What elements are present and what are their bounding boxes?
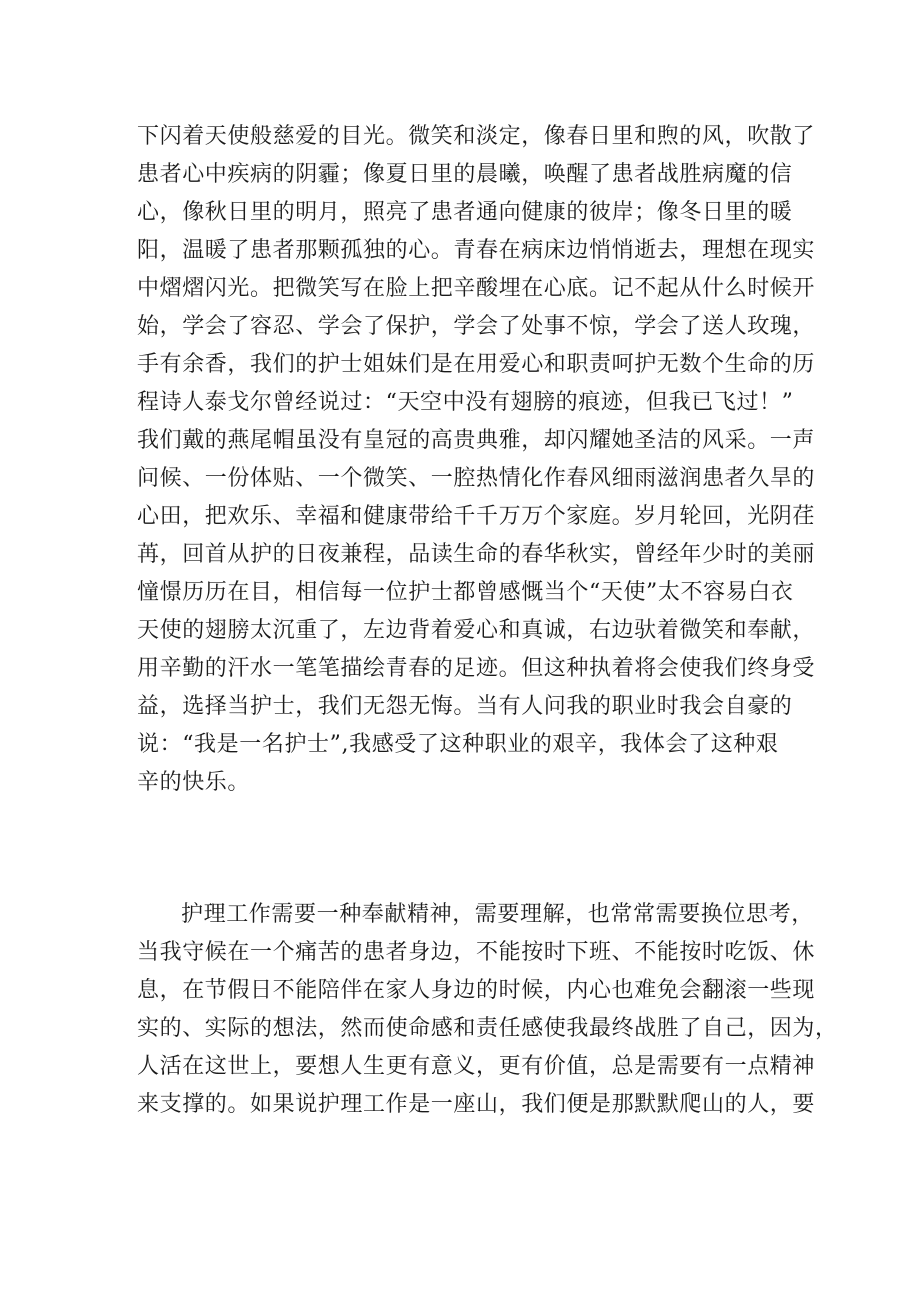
text-line: 用辛勤的汗水一笔笔描绘青春的足迹。但这种执着将会使我们终身受 [137, 656, 816, 681]
text-line: 心田，把欢乐、幸福和健康带给千千万万个家庭。岁月轮回，光阴荏 [137, 504, 816, 529]
text-line: 苒，回首从护的日夜兼程，品读生命的春华秋实，曾经年少时的美丽 [137, 542, 816, 567]
text-line: 下闪着天使般慈爱的目光。微笑和淡定，像春日里和煦的风，吹散了 [137, 124, 816, 149]
text-line: 阳，温暖了患者那颗孤独的心。青春在病床边悄悄逝去，理想在现实 [137, 238, 816, 263]
text-line: 人活在这世上，要想人生更有意义，更有价值，总是需要有一点精神 [137, 1054, 816, 1079]
text-line: 益，选择当护士，我们无怨无悔。当有人问我的职业时我会自豪的 [137, 694, 793, 719]
text-line: 护理工作需要一种奉献精神，需要理解，也常常需要换位思考， [181, 902, 814, 927]
text-line: 当我守候在一个痛苦的患者身边，不能按时下班、不能按时吃饭、休 [137, 940, 816, 965]
text-line: 说：“我是一名护士”,我感受了这种职业的艰辛，我体会了这种艰 [137, 732, 779, 757]
text-line: 心，像秋日里的明月，照亮了患者通向健康的彼岸；像冬日里的暖 [137, 200, 793, 225]
text-line: 息，在节假日不能陪伴在家人身边的时候，内心也难免会翻滚一些现 [137, 978, 816, 1003]
text-line: 中熠熠闪光。把微笑写在脸上把辛酸埋在心底。记不起从什么时候开 [137, 276, 816, 301]
text-line: 手有余香，我们的护士姐妹们是在用爱心和职责呵护无数个生命的历 [137, 352, 816, 377]
text-line: 来支撑的。如果说护理工作是一座山，我们便是那默默爬山的人，要 [137, 1092, 816, 1117]
text-line: 患者心中疾病的阴霾；像夏日里的晨曦，唤醒了患者战胜病魔的信 [137, 162, 793, 187]
text-line: 天使的翅膀太沉重了，左边背着爱心和真诚，右边驮着微笑和奉献， [137, 618, 816, 643]
text-line: 问候、一份体贴、一个微笑、一腔热情化作春风细雨滋润患者久旱的 [137, 466, 816, 491]
text-line: 程诗人泰戈尔曾经说过：“天空中没有翅膀的痕迹，但我已飞过！” [137, 390, 794, 415]
text-line: 我们戴的燕尾帽虽没有皇冠的高贵典雅，却闪耀她圣洁的风采。一声 [137, 428, 816, 453]
text-line: 憧憬历历在目，相信每一位护士都曾感慨当个“天使”太不容易白衣 [137, 580, 794, 605]
text-line: 辛的快乐。 [137, 770, 251, 795]
text-line: 实的、实际的想法，然而使命感和责任感使我最终战胜了自己，因为， [137, 1016, 838, 1041]
text-line: 始，学会了容忍、学会了保护，学会了处事不惊，学会了送人玫瑰， [137, 314, 816, 339]
